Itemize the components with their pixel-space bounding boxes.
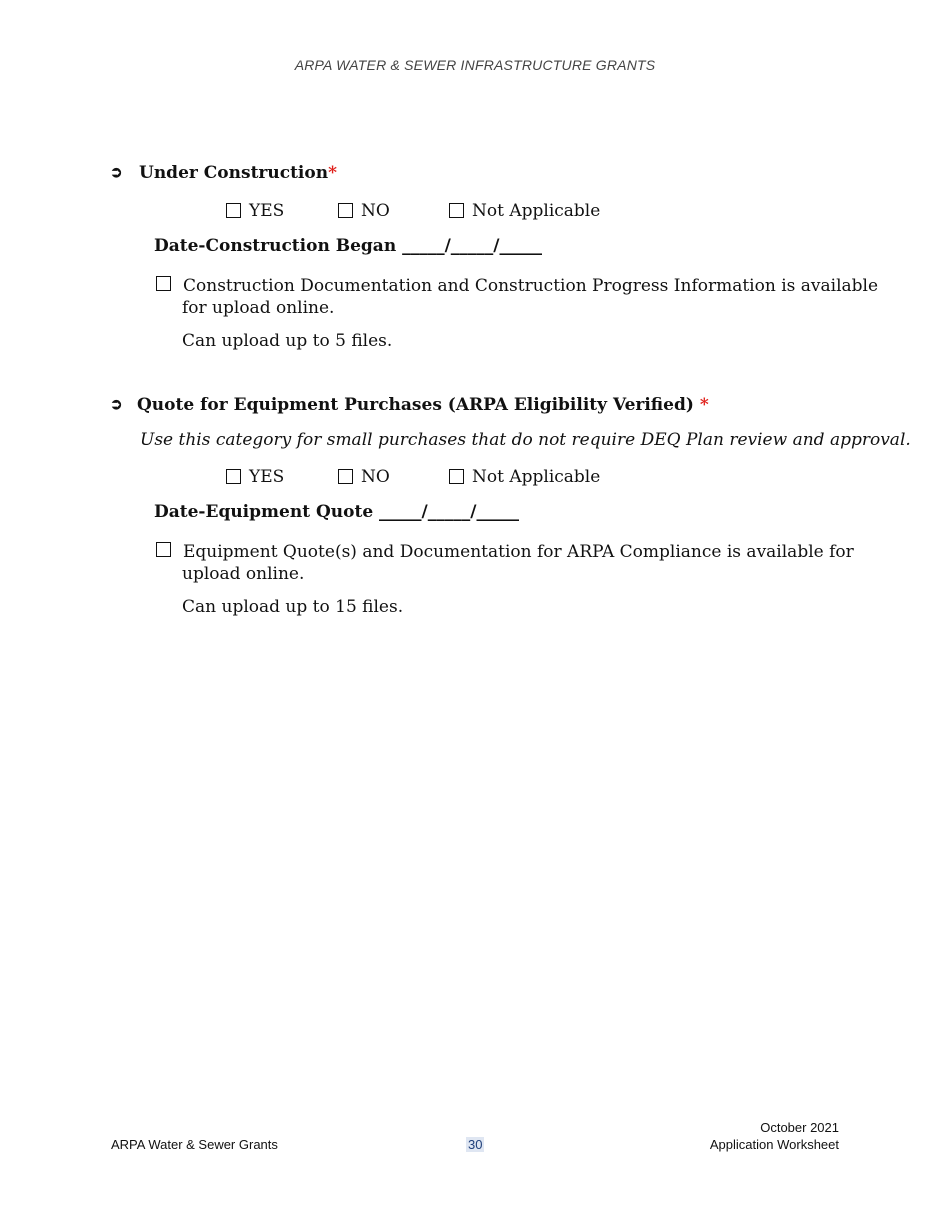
required-asterisk: * xyxy=(328,163,337,183)
section-heading-equipment-quote xyxy=(137,395,709,415)
arrow-bullet-icon: ➲ xyxy=(110,395,123,413)
section-description: Use this category for small purchases that do not require DEQ Plan review and approval. xyxy=(140,430,911,450)
option-label: NO xyxy=(361,201,390,221)
checkbox-icon[interactable] xyxy=(449,203,464,218)
page-number xyxy=(466,1137,484,1152)
option-no[interactable] xyxy=(338,201,390,221)
quote-documentation-text-line2: upload online. xyxy=(182,564,305,584)
required-asterisk: * xyxy=(699,395,709,415)
option-yes[interactable] xyxy=(226,467,284,487)
checkbox-icon[interactable] xyxy=(449,469,464,484)
section-heading-text: Quote for Equipment Purchases (ARPA Eligibility Verified) xyxy=(137,395,694,415)
option-label: YES xyxy=(249,467,285,487)
documentation-text-line1: Construction Documentation and Construction Progress Information is available xyxy=(183,276,879,296)
date-equipment-quote-field[interactable]: Date-Equipment Quote _____/_____/_____ xyxy=(154,502,519,522)
upload-limit-note: Can upload up to 5 files. xyxy=(182,331,393,351)
section-heading-text: Under Construction xyxy=(139,163,329,183)
option-label: Not Applicable xyxy=(472,467,601,487)
checkbox-icon[interactable] xyxy=(338,203,353,218)
option-not-applicable[interactable] xyxy=(449,201,600,221)
option-label: YES xyxy=(249,201,285,221)
footer-date: October 2021 xyxy=(760,1120,839,1135)
upload-limit-note: Can upload up to 15 files. xyxy=(182,597,404,617)
option-not-applicable[interactable] xyxy=(449,467,600,487)
footer-right-text: Application Worksheet xyxy=(709,1137,839,1152)
option-label: Not Applicable xyxy=(472,201,601,221)
date-construction-began-field[interactable]: Date-Construction Began _____/_____/_____ xyxy=(154,236,543,256)
checkbox-icon[interactable] xyxy=(226,469,241,484)
section-heading-under-construction xyxy=(139,163,337,183)
checkbox-icon[interactable] xyxy=(226,203,241,218)
checkbox-icon[interactable] xyxy=(156,542,171,557)
running-header: ARPA WATER & SEWER INFRASTRUCTURE GRANTS xyxy=(294,57,656,73)
option-yes[interactable] xyxy=(226,201,284,221)
footer-left-text: ARPA Water & Sewer Grants xyxy=(111,1137,278,1152)
option-no[interactable] xyxy=(338,467,390,487)
arrow-bullet-icon: ➲ xyxy=(110,163,123,181)
checkbox-icon[interactable] xyxy=(338,469,353,484)
page-number-value: 30 xyxy=(468,1137,483,1152)
option-label: NO xyxy=(361,467,390,487)
checkbox-icon[interactable] xyxy=(156,276,171,291)
documentation-text-line2: for upload online. xyxy=(182,298,335,318)
quote-documentation-text-line1: Equipment Quote(s) and Documentation for ARPA Compliance is available for xyxy=(183,542,854,562)
